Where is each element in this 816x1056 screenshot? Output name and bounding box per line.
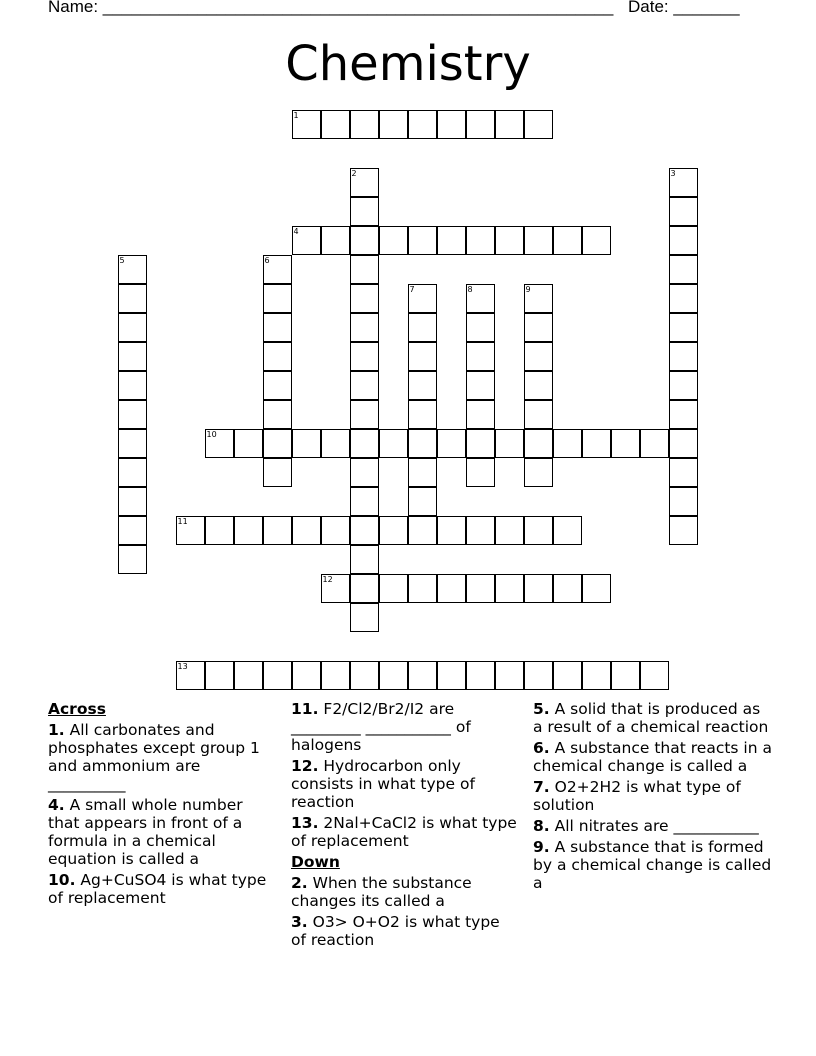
crossword-cell[interactable]	[350, 168, 379, 197]
clue-down-7	[533, 778, 773, 814]
crossword-cell[interactable]	[263, 429, 292, 458]
crossword-cell[interactable]	[408, 516, 437, 545]
crossword-cell[interactable]	[176, 516, 205, 545]
crossword-cell[interactable]	[350, 197, 379, 226]
clue-across-1	[48, 721, 276, 793]
crossword-cell[interactable]	[234, 661, 263, 690]
crossword-cell[interactable]	[234, 516, 263, 545]
crossword-cell[interactable]	[321, 516, 350, 545]
crossword-cell[interactable]	[495, 429, 524, 458]
crossword-cell[interactable]	[408, 661, 437, 690]
crossword-cell[interactable]	[524, 313, 553, 342]
cell-number: 12	[322, 574, 333, 584]
crossword-cell[interactable]	[466, 429, 495, 458]
crossword-cell[interactable]	[466, 574, 495, 603]
crossword-cell[interactable]	[495, 516, 524, 545]
crossword-cell[interactable]	[321, 110, 350, 139]
clue-text: 2Nal+CaCl2 is what type of replacement	[291, 814, 517, 850]
crossword-cell[interactable]	[524, 342, 553, 371]
clue-text: Hydrocarbon only consists in what type of reaction	[291, 757, 475, 811]
crossword-cell[interactable]	[118, 487, 147, 516]
crossword-cell[interactable]	[466, 313, 495, 342]
crossword-cell[interactable]	[321, 429, 350, 458]
clue-down-5	[533, 700, 773, 736]
crossword-cell[interactable]	[379, 429, 408, 458]
crossword-cell[interactable]	[408, 342, 437, 371]
clues-column-middle	[291, 700, 519, 952]
crossword-cell[interactable]	[466, 284, 495, 313]
cell-number: 2	[351, 168, 357, 178]
crossword-cell[interactable]	[350, 284, 379, 313]
crossword-cell[interactable]	[263, 516, 292, 545]
clue-number: 11.	[291, 700, 319, 718]
crossword-cell[interactable]	[263, 661, 292, 690]
crossword-cell[interactable]	[553, 661, 582, 690]
crossword-cell[interactable]	[669, 284, 698, 313]
crossword-cell[interactable]	[524, 661, 553, 690]
clue-text: O3> O+O2 is what type of reaction	[291, 913, 500, 949]
crossword-cell[interactable]	[118, 516, 147, 545]
crossword-cell[interactable]	[118, 545, 147, 574]
crossword-cell[interactable]	[553, 516, 582, 545]
crossword-cell[interactable]	[408, 226, 437, 255]
crossword-cell[interactable]	[350, 487, 379, 516]
crossword-cell[interactable]	[205, 661, 234, 690]
crossword-cell[interactable]	[408, 400, 437, 429]
crossword-cell[interactable]	[466, 342, 495, 371]
crossword-cell[interactable]	[437, 661, 466, 690]
clue-number: 8.	[533, 817, 550, 835]
crossword-cell[interactable]	[669, 255, 698, 284]
cell-number: 10	[206, 429, 217, 439]
crossword-cell[interactable]	[495, 661, 524, 690]
crossword-cell[interactable]	[263, 313, 292, 342]
crossword-cell[interactable]	[350, 574, 379, 603]
page-title: Chemistry	[285, 36, 531, 92]
crossword-cell[interactable]	[118, 255, 147, 284]
clue-number: 4.	[48, 796, 65, 814]
crossword-cell[interactable]	[350, 313, 379, 342]
crossword-cell[interactable]	[350, 400, 379, 429]
crossword-cell[interactable]	[350, 603, 379, 632]
crossword-cell[interactable]	[408, 574, 437, 603]
cell-number: 3	[670, 168, 676, 178]
crossword-cell[interactable]	[350, 516, 379, 545]
crossword-cell[interactable]	[524, 458, 553, 487]
crossword-cell[interactable]	[408, 284, 437, 313]
crossword-cell[interactable]	[408, 487, 437, 516]
crossword-cell[interactable]	[350, 110, 379, 139]
crossword-cell[interactable]	[263, 255, 292, 284]
clue-across-13	[291, 814, 519, 850]
crossword-cell[interactable]	[669, 371, 698, 400]
clues-column-right	[533, 700, 773, 895]
cell-number: 11	[177, 516, 188, 526]
crossword-cell[interactable]	[118, 400, 147, 429]
crossword-cell[interactable]	[292, 516, 321, 545]
crossword-cell[interactable]	[118, 284, 147, 313]
crossword-cell[interactable]	[379, 574, 408, 603]
clue-text: F2/Cl2/Br2/I2 are _________ ___________ of halogens	[291, 700, 471, 754]
crossword-cell[interactable]	[466, 458, 495, 487]
crossword-cell[interactable]	[263, 371, 292, 400]
crossword-cell[interactable]	[263, 458, 292, 487]
crossword-cell[interactable]	[437, 429, 466, 458]
clue-number: 7.	[533, 778, 550, 796]
cell-number: 8	[467, 284, 473, 294]
crossword-cell[interactable]	[669, 313, 698, 342]
crossword-cell[interactable]	[379, 516, 408, 545]
crossword-cell[interactable]	[118, 458, 147, 487]
crossword-cell[interactable]	[582, 574, 611, 603]
crossword-cell[interactable]	[669, 487, 698, 516]
clue-number: 13.	[291, 814, 319, 832]
crossword-cell[interactable]	[350, 226, 379, 255]
crossword-cell[interactable]	[118, 371, 147, 400]
name-field-label: Name: ______________________________________________________	[48, 0, 614, 16]
crossword-cell[interactable]	[553, 226, 582, 255]
clue-text: All nitrates are ___________	[554, 817, 759, 835]
crossword-cell[interactable]	[611, 429, 640, 458]
clue-number: 12.	[291, 757, 319, 775]
crossword-cell[interactable]	[611, 661, 640, 690]
clue-down-8	[533, 817, 773, 835]
crossword-cell[interactable]	[118, 342, 147, 371]
crossword-cell[interactable]	[292, 661, 321, 690]
clue-across-12	[291, 757, 519, 811]
clue-number: 2.	[291, 874, 308, 892]
crossword-cell[interactable]	[582, 226, 611, 255]
clue-across-4	[48, 796, 276, 868]
crossword-cell[interactable]	[466, 516, 495, 545]
crossword-cell[interactable]	[524, 284, 553, 313]
crossword-cell[interactable]	[205, 516, 234, 545]
crossword-cell[interactable]	[379, 226, 408, 255]
clue-number: 6.	[533, 739, 550, 757]
clue-text: A substance that is formed by a chemical change is called a	[533, 838, 772, 892]
clue-down-3	[291, 913, 519, 949]
cell-number: 6	[264, 255, 270, 265]
crossword-cell[interactable]	[350, 429, 379, 458]
crossword-cell[interactable]	[524, 226, 553, 255]
crossword-cell[interactable]	[437, 110, 466, 139]
crossword-cell[interactable]	[408, 371, 437, 400]
crossword-cell[interactable]	[350, 255, 379, 284]
across-heading: Across	[48, 700, 106, 718]
crossword-cell[interactable]	[350, 371, 379, 400]
crossword-cell[interactable]	[118, 429, 147, 458]
crossword-cell[interactable]	[379, 661, 408, 690]
crossword-cell[interactable]	[524, 516, 553, 545]
crossword-cell[interactable]	[640, 661, 669, 690]
crossword-cell[interactable]	[553, 574, 582, 603]
crossword-cell[interactable]	[321, 574, 350, 603]
cell-number: 9	[525, 284, 531, 294]
crossword-cell[interactable]	[669, 516, 698, 545]
date-field-label: Date: _______	[628, 0, 740, 16]
clue-text: Ag+CuSO4 is what type of replacement	[48, 871, 267, 907]
clue-text: A substance that reacts in a chemical change is called a	[533, 739, 772, 775]
clue-text: A small whole number that appears in front of a formula in a chemical equation is called a	[48, 796, 243, 868]
crossword-cell[interactable]	[582, 429, 611, 458]
crossword-cell[interactable]	[321, 226, 350, 255]
clue-number: 3.	[291, 913, 308, 931]
crossword-cell[interactable]	[176, 661, 205, 690]
crossword-cell[interactable]	[640, 429, 669, 458]
crossword-cell[interactable]	[350, 458, 379, 487]
crossword-cell[interactable]	[234, 429, 263, 458]
crossword-cell[interactable]	[205, 429, 234, 458]
clue-text: When the substance changes its called a	[291, 874, 472, 910]
crossword-cell[interactable]	[350, 661, 379, 690]
crossword-cell[interactable]	[321, 661, 350, 690]
crossword-cell[interactable]	[669, 226, 698, 255]
crossword-cell[interactable]	[466, 110, 495, 139]
crossword-cell[interactable]	[524, 574, 553, 603]
clue-text: A solid that is produced as a result of a chemical reaction	[533, 700, 769, 736]
clue-down-6	[533, 739, 773, 775]
crossword-cell[interactable]	[495, 110, 524, 139]
crossword-cell[interactable]	[292, 226, 321, 255]
clue-number: 1.	[48, 721, 65, 739]
cell-number: 5	[119, 255, 125, 265]
crossword-cell[interactable]	[437, 516, 466, 545]
clue-text: O2+2H2 is what type of solution	[533, 778, 741, 814]
clue-number: 10.	[48, 871, 76, 889]
crossword-cell[interactable]	[669, 458, 698, 487]
crossword-cell[interactable]	[495, 574, 524, 603]
clue-number: 5.	[533, 700, 550, 718]
crossword-cell[interactable]	[524, 371, 553, 400]
clue-down-2	[291, 874, 519, 910]
crossword-cell[interactable]	[379, 110, 408, 139]
crossword-cell[interactable]	[408, 110, 437, 139]
cell-number: 13	[177, 661, 188, 671]
down-heading: Down	[291, 853, 340, 871]
crossword-cell[interactable]	[466, 661, 495, 690]
crossword-cell[interactable]	[582, 661, 611, 690]
crossword-cell[interactable]	[437, 574, 466, 603]
crossword-cell[interactable]	[350, 342, 379, 371]
crossword-cell[interactable]	[669, 342, 698, 371]
crossword-cell[interactable]	[263, 400, 292, 429]
crossword-cell[interactable]	[466, 226, 495, 255]
crossword-cell[interactable]	[495, 226, 524, 255]
crossword-cell[interactable]	[408, 313, 437, 342]
cell-number: 4	[293, 226, 299, 236]
clue-down-9	[533, 838, 773, 892]
clue-across-10	[48, 871, 276, 907]
crossword-cell[interactable]	[263, 342, 292, 371]
crossword-cell[interactable]	[408, 458, 437, 487]
crossword-cell[interactable]	[669, 197, 698, 226]
crossword-cell[interactable]	[669, 400, 698, 429]
clues-column-left	[48, 700, 276, 910]
crossword-cell[interactable]	[408, 429, 437, 458]
cell-number: 7	[409, 284, 415, 294]
crossword-cell[interactable]	[350, 545, 379, 574]
crossword-cell[interactable]	[466, 400, 495, 429]
crossword-cell[interactable]	[263, 284, 292, 313]
crossword-cell[interactable]	[437, 226, 466, 255]
clue-across-11	[291, 700, 519, 754]
clue-text: All carbonates and phosphates except group 1 and ammonium are __________	[48, 721, 260, 793]
crossword-cell[interactable]	[524, 110, 553, 139]
crossword-cell[interactable]	[524, 400, 553, 429]
crossword-cell[interactable]	[292, 110, 321, 139]
crossword-cell[interactable]	[466, 371, 495, 400]
crossword-cell[interactable]	[669, 429, 698, 458]
cell-number: 1	[293, 110, 299, 120]
crossword-cell[interactable]	[669, 168, 698, 197]
crossword-cell[interactable]	[553, 429, 582, 458]
crossword-cell[interactable]	[524, 429, 553, 458]
clue-number: 9.	[533, 838, 550, 856]
crossword-cell[interactable]	[292, 429, 321, 458]
crossword-cell[interactable]	[118, 313, 147, 342]
